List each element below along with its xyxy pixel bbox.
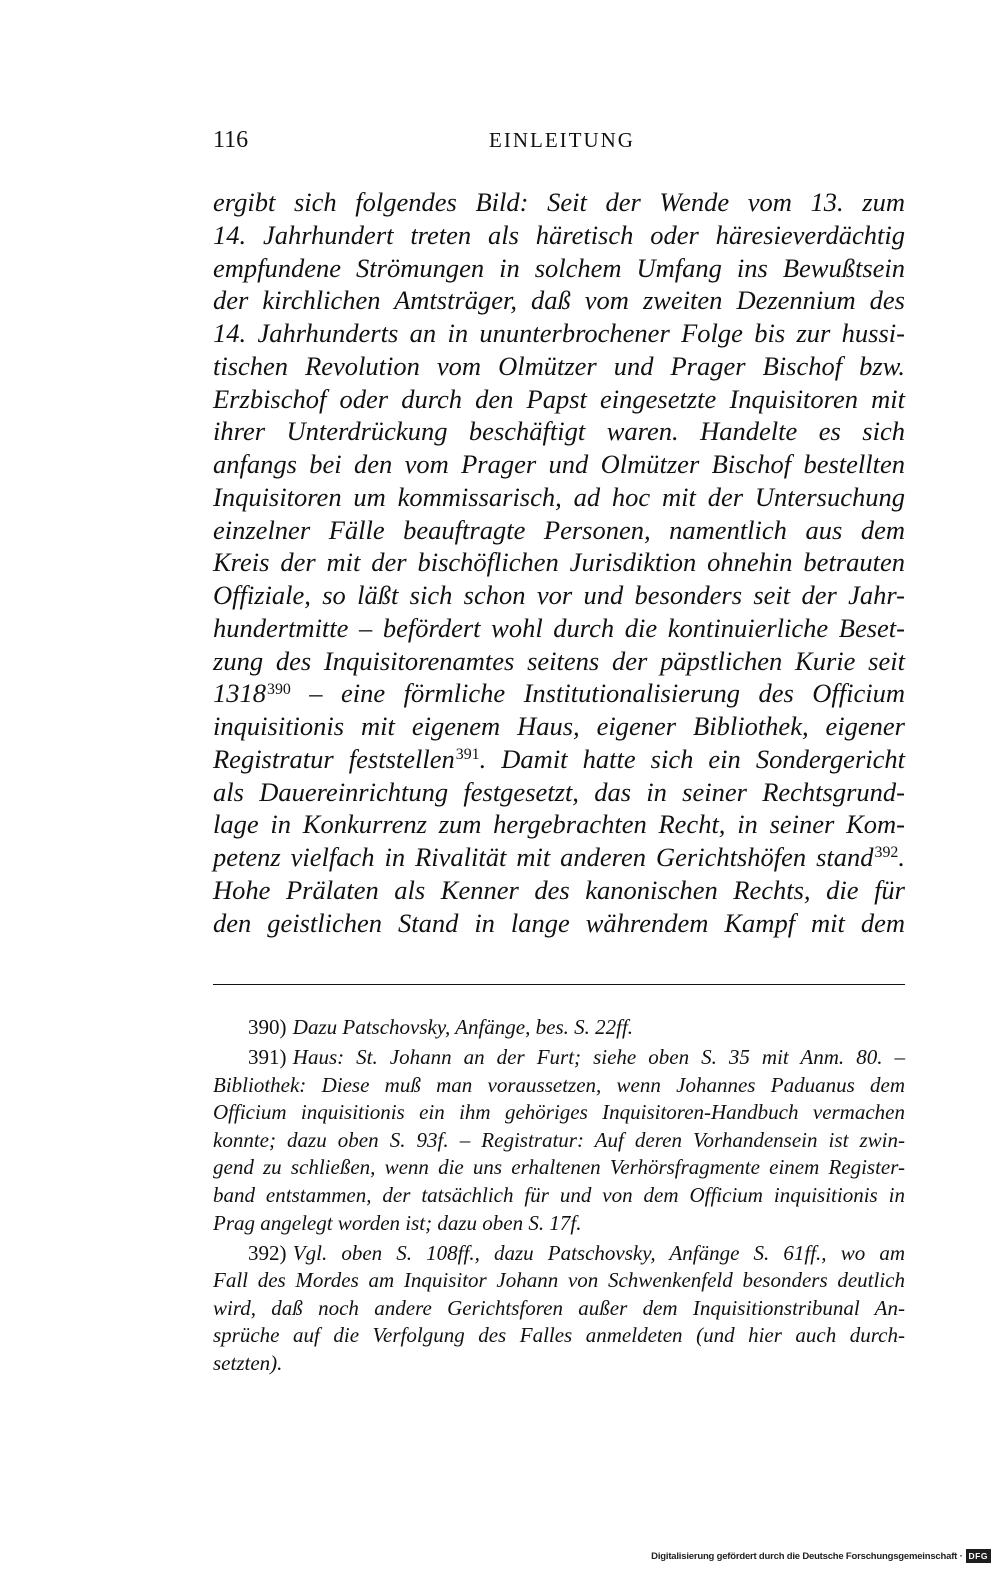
footnote-392 <box>213 1240 905 1378</box>
body-line: Inquisitoren um kommissarisch, ad hoc mit der Untersuchung <box>213 481 905 512</box>
body-line: Hohe Prälaten als Kenner des kanonischen Rechts, die für <box>213 874 905 905</box>
footnotes <box>213 1014 905 1378</box>
body-line: tischen Revolution vom Olmützer und Prager Bischof bzw. <box>213 350 905 381</box>
body-text <box>213 186 905 939</box>
footnote-line: konnte; dazu oben S. 93f. – Registratur: Auf deren Vorhandensein ist zwin- <box>213 1127 905 1152</box>
body-line: empfundene Strömungen in solchem Umfang ins Bewußtsein <box>213 252 905 283</box>
body-line-text: petenz vielfach in Rivalität mit anderen Gerichtshöfen stand <box>213 842 874 872</box>
footnote-reference: 391 <box>455 746 480 764</box>
page-number: 116 <box>213 127 249 153</box>
running-title: EINLEITUNG <box>489 128 635 152</box>
footnote-line <box>213 1240 905 1268</box>
body-line-text: . <box>898 842 905 872</box>
footnote-line <box>213 1014 905 1042</box>
body-line: hundertmitte – befördert wohl durch die kontinuierliche Beset- <box>213 612 905 643</box>
body-line: ihrer Unterdrückung beschäftigt waren. Handelte es sich <box>213 416 905 447</box>
footnote-line: sprüche auf die Verfolgung des Falles anmeldeten (und hier auch durch- <box>213 1323 905 1348</box>
footnote-line: Officium inquisitionis ein ihm gehöriges Inquisitoren-Handbuch vermachen <box>213 1100 905 1125</box>
footnote-line: wird, daß noch andere Gerichtsforen außer dem Inquisitionstribunal An- <box>213 1295 905 1320</box>
body-line <box>213 677 905 710</box>
digitization-credit <box>651 1548 991 1564</box>
footnote-line: setzten). <box>213 1350 283 1375</box>
footnote-text: Haus: St. Johann an der Furt; siehe oben S. 35 mit Anm. 80. – <box>292 1044 905 1069</box>
body-line: ergibt sich folgendes Bild: Seit der Wende vom 13. zum <box>213 187 905 217</box>
footnote-line: Fall des Mordes am Inquisitor Johann von Schwenkenfeld besonders deutlich <box>213 1268 905 1293</box>
footnote-reference: 390 <box>267 680 291 698</box>
body-line: zung des Inquisitorenamtes seitens der päpstlichen Kurie seit <box>213 645 905 676</box>
footnote-number: 392) <box>248 1240 287 1265</box>
body-line <box>213 743 905 776</box>
credit-text: Digitalisierung gefördert durch die Deutsche Forschungsgemeinschaft · <box>651 1550 963 1562</box>
footnote-line <box>213 1044 905 1072</box>
footnote-line: Prag angelegt worden ist; dazu oben S. 17f. <box>213 1210 582 1235</box>
body-line: anfangs bei den vom Prager und Olmützer Bischof bestellten <box>213 449 905 479</box>
body-line: Offiziale, so läßt sich schon vor und besonders seit der Jahr- <box>213 580 905 610</box>
footnote-390 <box>213 1014 905 1042</box>
body-line: lage in Konkurrenz zum hergebrachten Recht, in seiner Kom- <box>213 809 905 840</box>
dfg-logo: DFG <box>966 1549 991 1563</box>
footnote-391 <box>213 1044 905 1237</box>
footnote-text: Dazu Patschovsky, Anfänge, bes. S. 22ff. <box>292 1015 634 1039</box>
body-line: einzelner Fälle beauftragte Personen, namentlich aus dem <box>213 514 905 545</box>
footnote-number: 391) <box>248 1044 287 1069</box>
body-line: 14. Jahrhunderts an in ununterbrochener Folge bis zur hussi- <box>213 318 905 348</box>
footnote-number: 390) <box>248 1015 287 1039</box>
footnote-reference: 392 <box>874 844 899 862</box>
body-line: den geistlichen Stand in lange währendem Kampf mit dem <box>213 907 905 938</box>
body-line: inquisitionis mit eigenem Haus, eigener Bibliothek, eigener <box>213 711 905 741</box>
body-line: der kirchlichen Amtsträger, daß vom zweiten Dezennium des <box>213 285 905 316</box>
footnote-line: gend zu schließen, wenn die uns erhaltenen Verhörsfragmente einem Register- <box>213 1155 905 1180</box>
body-line-text: – eine förmliche Institutionalisierung des Officium <box>290 678 905 709</box>
body-line-text: . Damit hatte sich ein Sondergericht <box>479 743 905 774</box>
page-header <box>213 125 905 155</box>
body-line: Erzbischof oder durch den Papst eingesetzte Inquisitoren mit <box>213 383 905 414</box>
body-line: Kreis der mit der bischöflichen Jurisdiktion ohnehin betrauten <box>213 547 905 578</box>
body-line: als Dauereinrichtung festgesetzt, das in seiner Rechtsgrund- <box>213 776 905 807</box>
footnote-rule <box>213 984 905 985</box>
footnote-text: Vgl. oben S. 108ff., dazu Patschovsky, Anfänge S. 61ff., wo am <box>292 1240 905 1265</box>
body-line-text: Registratur feststellen <box>213 743 455 774</box>
body-line <box>213 841 905 874</box>
footnote-line: band entstammen, der tatsächlich für und von dem Officium inquisitionis in <box>213 1182 905 1207</box>
footnote-line: Bibliothek: Diese muß man voraussetzen, wenn Johannes Paduanus dem <box>213 1072 905 1097</box>
body-line: 14. Jahrhundert treten als häretisch oder häresieverdächtig <box>213 219 905 250</box>
body-line-text: 1318 <box>213 678 266 709</box>
